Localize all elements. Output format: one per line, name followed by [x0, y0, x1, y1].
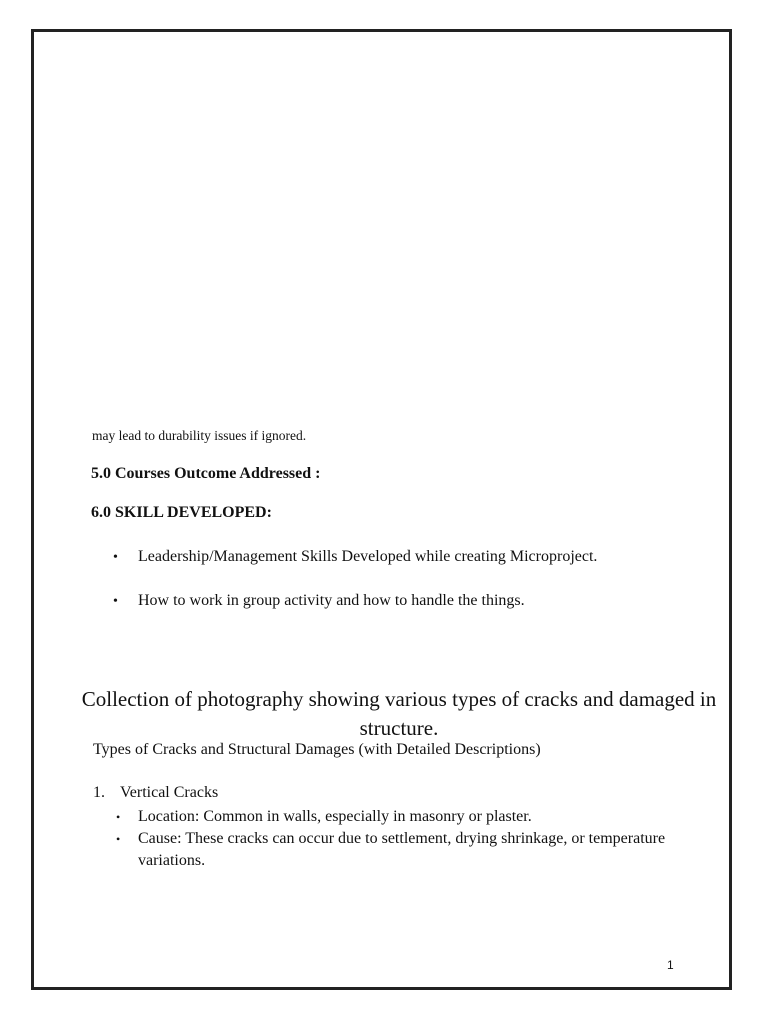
page-number: 1 [667, 958, 674, 972]
bullet-icon: • [113, 550, 118, 565]
continuation-text: may lead to durability issues if ignored. [92, 428, 307, 443]
section-6-heading: 6.0 SKILL DEVELOPED: [91, 504, 272, 521]
skill-text: How to work in group activity and how to handle the things. [138, 592, 525, 609]
crack-detail-item [116, 828, 698, 872]
skill-text: Leadership/Management Skills Developed while creating Microproject. [138, 548, 598, 565]
crack-type-item [93, 784, 218, 802]
skill-list-item [113, 548, 597, 566]
crack-detail-text: Cause: These cracks can occur due to settlement, drying shrinkage, or temperature variations. [138, 830, 666, 869]
crack-detail-text: Location: Common in walls, especially in masonry or plaster. [138, 808, 532, 825]
skill-list-item [113, 592, 525, 610]
bullet-icon: • [116, 832, 121, 846]
crack-type-title: Vertical Cracks [120, 784, 219, 801]
bullet-icon: • [113, 594, 118, 609]
crack-detail-item [116, 806, 698, 828]
collection-title: Collection of photography showing various types of cracks and damaged in structure. [81, 687, 717, 740]
types-heading: Types of Cracks and Structural Damages (with Detailed Descriptions) [93, 741, 541, 758]
section-5-heading: 5.0 Courses Outcome Addressed : [91, 465, 321, 482]
crack-type-number: 1. [93, 784, 105, 801]
bullet-icon: • [116, 810, 121, 824]
